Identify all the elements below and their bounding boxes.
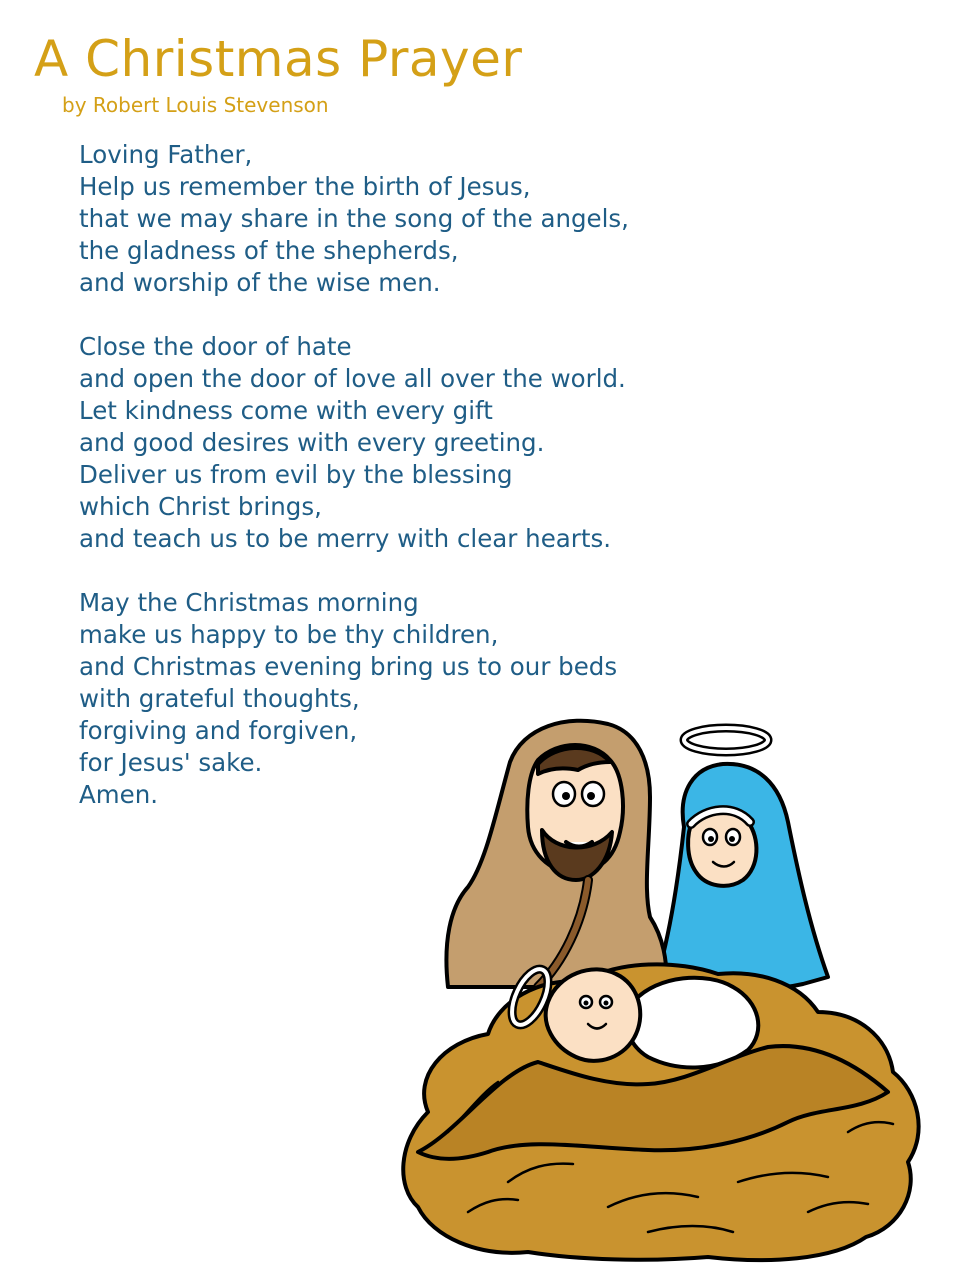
poem-line: Help us remember the birth of Jesus, [79, 172, 531, 201]
poem-line: forgiving and forgiven, [79, 716, 358, 745]
poem-stanza-1 [79, 139, 629, 299]
poem-line: and open the door of love all over the world. [79, 364, 626, 393]
poem-line: and worship of the wise men. [79, 268, 441, 297]
poem-line: Let kindness come with every gift [79, 396, 493, 425]
poem-line: and Christmas evening bring us to our beds [79, 652, 618, 681]
poem-line: Loving Father, [79, 140, 253, 169]
poem-line: the gladness of the shepherds, [79, 236, 459, 265]
poem-line: and teach us to be merry with clear hearts. [79, 524, 612, 553]
poem-line: make us happy to be thy children, [79, 620, 499, 649]
poem-line: and good desires with every greeting. [79, 428, 545, 457]
author-byline: by Robert Louis Stevenson [62, 93, 329, 117]
nativity-scene-icon [388, 712, 936, 1264]
poem-stanza-2 [79, 331, 629, 555]
poem-line: Amen. [79, 780, 159, 809]
poem-line: Deliver us from evil by the blessing [79, 460, 513, 489]
poem-line: for Jesus' sake. [79, 748, 263, 777]
poem-line: which Christ brings, [79, 492, 322, 521]
poem-line: Close the door of hate [79, 332, 352, 361]
poem-line: with grateful thoughts, [79, 684, 360, 713]
poem-line: May the Christmas morning [79, 588, 419, 617]
page-title: A Christmas Prayer [34, 30, 523, 88]
poem-line: that we may share in the song of the angels, [79, 204, 629, 233]
